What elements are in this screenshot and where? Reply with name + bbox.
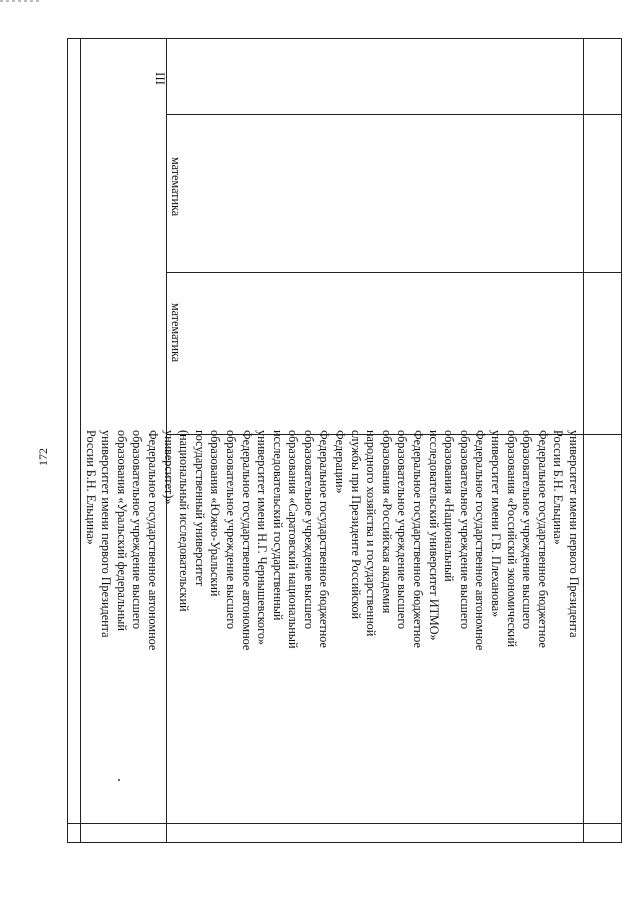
profile-subject: математика	[169, 303, 183, 363]
table-divider	[166, 114, 622, 115]
org-line: образования «Российский экономический	[504, 430, 519, 648]
org-line: образования «Российская академия	[379, 430, 394, 614]
org-line: университет имени первого Президента	[99, 430, 114, 638]
org-line: образовательное учреждение высшего	[395, 430, 410, 630]
organization-cell	[82, 430, 581, 650]
table-divider	[583, 38, 584, 843]
org-line: образовательное учреждение высшего	[223, 430, 238, 630]
org-line: исследовательский государственный	[270, 430, 285, 621]
org-line: образования «Саратовский национальный	[286, 430, 301, 649]
org-line: Федерации»	[333, 430, 348, 494]
org-line: Федеральное государственное бюджетное	[411, 430, 426, 648]
org-line: образовательное учреждение высшего	[457, 430, 472, 630]
org-line: (национальный исследовательский	[177, 430, 192, 612]
table-divider	[166, 272, 622, 273]
org-line: народного хозяйства и государственной	[364, 430, 379, 637]
org-line: образования «Уральский федеральный	[114, 430, 129, 631]
org-line: России Б.Н. Ельцина»	[551, 430, 566, 545]
org-line: образовательное учреждение высшего	[130, 430, 145, 630]
org-line: Федеральное государственное бюджетное	[317, 430, 332, 648]
org-line: образовательное учреждение высшего	[520, 430, 535, 630]
org-line: службы при Президенте Российской	[348, 430, 363, 620]
scan-edge-mark	[0, 0, 40, 2]
org-line: государственный университет	[192, 430, 207, 587]
stray-dot	[118, 779, 120, 781]
level-value: III	[153, 72, 168, 85]
org-line: Федеральное государственное автономное	[473, 430, 488, 651]
org-line: университет имени Н.Г. Чернышевского»	[255, 430, 270, 646]
olympiad-subject: математика	[169, 157, 183, 217]
org-line: образования «Национальный	[442, 430, 457, 582]
table-divider	[80, 38, 81, 843]
org-line: университет имени первого Президента	[567, 430, 581, 638]
org-line: образования «Южно-Уральский	[208, 430, 223, 597]
org-line: университет имени Г.В. Плеханова»	[489, 430, 504, 618]
org-line: университет)»	[161, 430, 176, 505]
org-line: Федеральное государственное автономное	[145, 430, 160, 651]
page-number: 172	[36, 448, 50, 466]
olympiad-subject-cell	[167, 157, 183, 216]
org-line: исследовательский университет ИТМО»	[426, 430, 441, 641]
org-line: Федеральное государственное автономное	[239, 430, 254, 651]
level-cell	[152, 72, 168, 85]
org-line: Федеральное государственное бюджетное	[535, 430, 550, 648]
table-divider	[67, 823, 622, 824]
profile-subject-cell	[167, 303, 183, 362]
org-line: России Б.Н. Ельцина»	[83, 430, 98, 545]
org-line: образовательное учреждение высшего	[301, 430, 316, 630]
